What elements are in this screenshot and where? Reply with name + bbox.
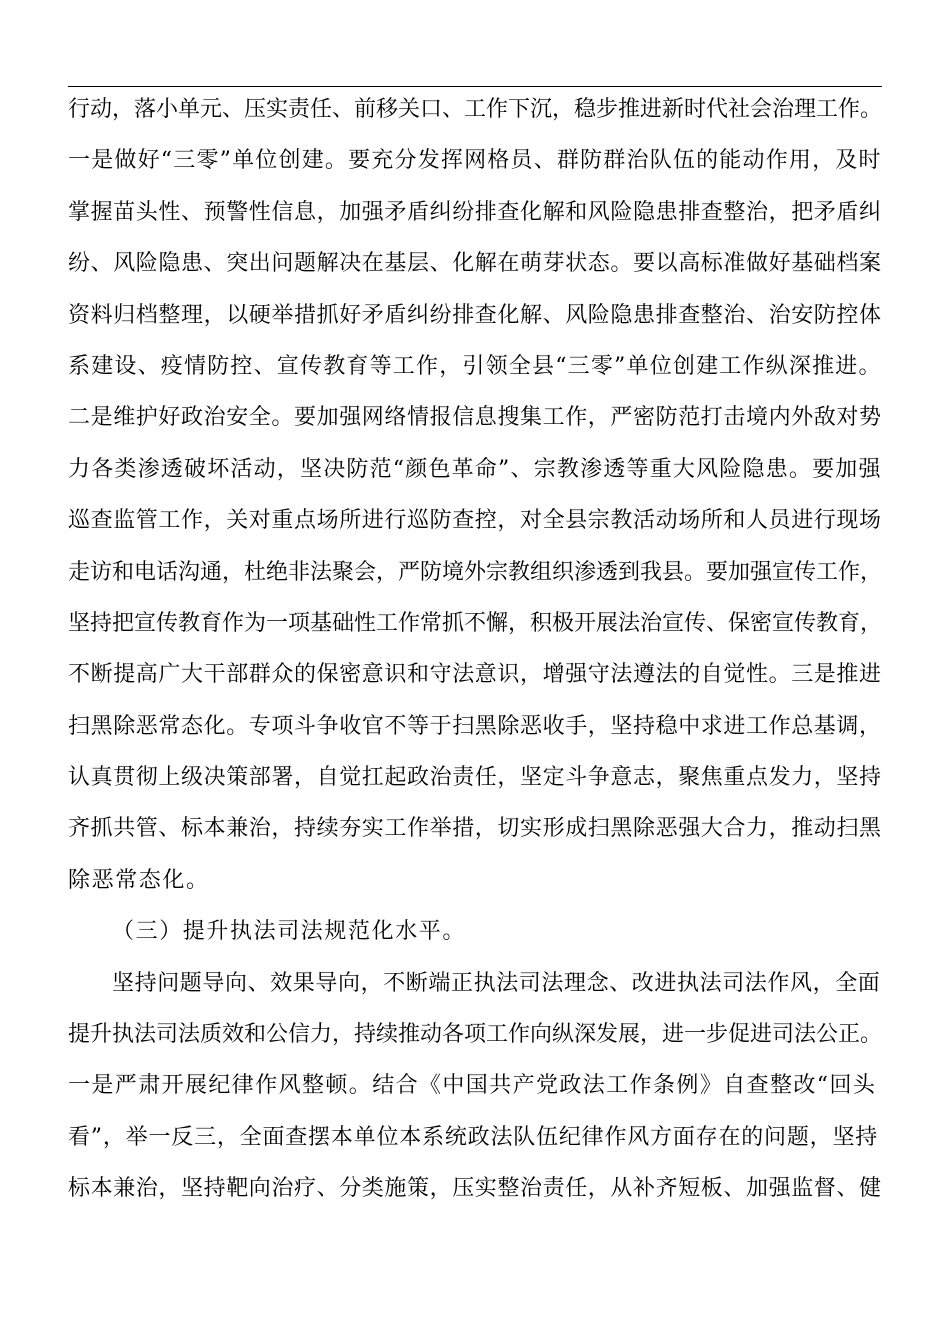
text-line: 系建设、疫情防控、宣传教育等工作，引领全县“三零”单位创建工作纵深推进。 xyxy=(68,353,882,379)
text-line: 行动，落小单元、压实责任、前移关口、工作下沉，稳步推进新时代社会治理工作。 xyxy=(68,97,883,122)
text-line: 一是做好“三零”单位创建。要充分发挥网格员、群防群治队伍的能动作用，及时 xyxy=(68,148,882,174)
text-line: 掌握苗头性、预警性信息，加强矛盾纠纷排查化解和风险隐患排查整治，把矛盾纠 xyxy=(68,199,882,225)
body-text xyxy=(68,92,882,1223)
text-line: 认真贯彻上级决策部署，自觉扛起政治责任，坚定斗争意志，聚焦重点发力，坚持 xyxy=(68,765,882,791)
text-line: 资料归档整理，以硬举措抓好矛盾纠纷排查化解、风险隐患排查整治、治安防控体 xyxy=(68,302,882,328)
paragraph-first-line: 坚持问题导向、效果导向，不断端正执法司法理念、改进执法司法作风，全面 xyxy=(112,970,881,996)
text-line: 坚持把宣传教育作为一项基础性工作常抓不懈，积极开展法治宣传、保密宣传教育， xyxy=(68,610,883,636)
text-line: 巡查监管工作，关对重点场所进行巡防查控，对全县宗教活动场所和人员进行现场 xyxy=(68,508,882,534)
text-line: 除恶常态化。 xyxy=(68,867,210,893)
text-line: 不断提高广大干部群众的保密意识和守法意识，增强守法遵法的自觉性。三是推进 xyxy=(68,662,882,688)
text-line: 纷、风险隐患、突出问题解决在基层、化解在萌芽状态。要以高标准做好基础档案 xyxy=(68,251,882,277)
text-line: 标本兼治，坚持靶向治疗、分类施策，压实整治责任，从补齐短板、加强监督、健 xyxy=(68,1176,882,1202)
text-line: 齐抓共管、标本兼治，持续夯实工作举措，切实形成扫黑除恶强大合力，推动扫黑 xyxy=(68,816,882,842)
text-line: 提升执法司法质效和公信力，持续推动各项工作向纵深发展，进一步促进司法公正。 xyxy=(68,1022,883,1048)
text-line: 走访和电话沟通，杜绝非法聚会，严防境外宗教组织渗透到我县。要加强宣传工作， xyxy=(68,559,883,585)
header-rule xyxy=(68,86,882,87)
text-line: 扫黑除恶常态化。专项斗争收官不等于扫黑除恶收手，坚持稳中求进工作总基调， xyxy=(68,713,882,739)
text-line: 二是维护好政治安全。要加强网络情报信息搜集工作，严密防范打击境内外敌对势 xyxy=(68,405,882,431)
text-line: 看”，举一反三，全面查摆本单位本系统政法队伍纪律作风方面存在的问题，坚持 xyxy=(68,1124,879,1150)
text-line: 力各类渗透破坏活动，坚决防范“颜色革命”、宗教渗透等重大风险隐患。要加强 xyxy=(68,456,882,482)
text-line: 一是严肃开展纪律作风整顿。结合《中国共产党政法工作条例》自查整改“回头 xyxy=(68,1073,877,1099)
section-heading: （三）提升执法司法规范化水平。 xyxy=(112,919,467,945)
